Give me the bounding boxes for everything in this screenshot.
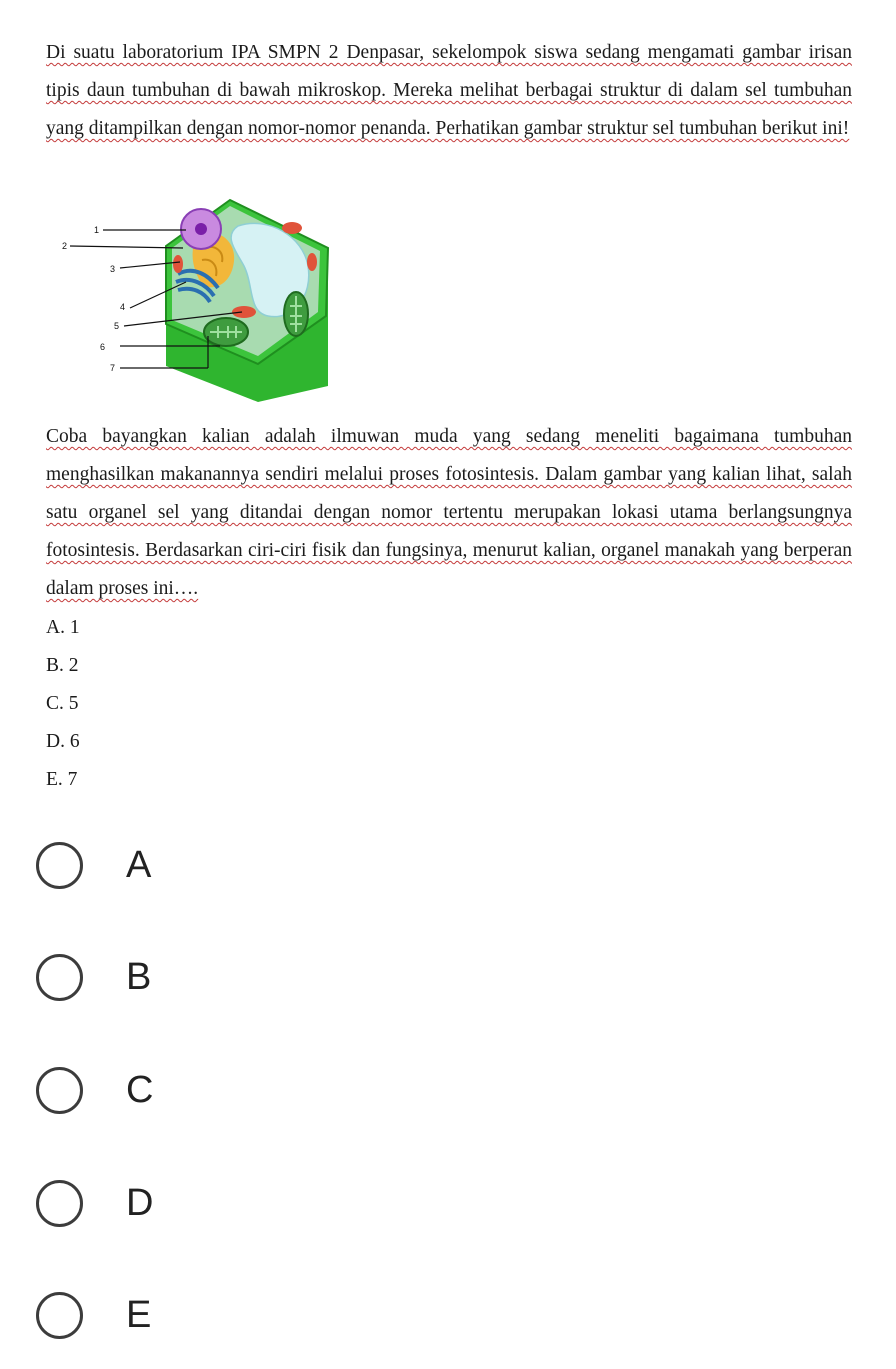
option-text-a: A. 1 bbox=[46, 617, 80, 638]
diagram-label-1: 1 bbox=[94, 225, 100, 235]
option-text-d: D. 6 bbox=[46, 731, 80, 752]
nucleolus bbox=[195, 223, 207, 235]
plant-cell-diagram bbox=[58, 196, 330, 404]
choice-label-b: B bbox=[126, 955, 152, 998]
option-text-c: C. 5 bbox=[46, 693, 79, 714]
option-text-e: E. 7 bbox=[46, 769, 78, 790]
intro-paragraph: Di suatu laboratorium IPA SMPN 2 Denpasar, sekelompok siswa sedang mengamati gambar irisan tipis daun tumbuhan di bawah mikroskop. Mereka melihat berbagai struktur di dalam sel tumbuhan yang ditampilkan dengan nomor-nomor penanda. Perhatikan gambar struktur sel tumbuhan berikut ini! bbox=[46, 42, 852, 139]
radio-e[interactable] bbox=[36, 1292, 83, 1339]
choice-c[interactable] bbox=[36, 1055, 536, 1125]
diagram-label-5: 5 bbox=[114, 321, 120, 331]
diagram-label-7: 7 bbox=[110, 363, 116, 373]
diagram-label-6: 6 bbox=[100, 342, 106, 352]
diagram-label-2: 2 bbox=[62, 241, 68, 251]
choice-label-d: D bbox=[126, 1181, 154, 1224]
choice-b[interactable] bbox=[36, 942, 536, 1012]
choice-a[interactable] bbox=[36, 830, 536, 900]
radio-d[interactable] bbox=[36, 1180, 83, 1227]
radio-a[interactable] bbox=[36, 842, 83, 889]
choice-label-e: E bbox=[126, 1293, 152, 1336]
mitochondria bbox=[232, 306, 256, 318]
diagram-label-3: 3 bbox=[110, 264, 116, 274]
choice-label-a: A bbox=[126, 843, 152, 886]
radio-b[interactable] bbox=[36, 954, 83, 1001]
option-text-b: B. 2 bbox=[46, 655, 79, 676]
diagram-label-4: 4 bbox=[120, 302, 126, 312]
choice-label-c: C bbox=[126, 1068, 154, 1111]
choice-d[interactable] bbox=[36, 1168, 536, 1238]
choice-e[interactable] bbox=[36, 1280, 536, 1350]
radio-c[interactable] bbox=[36, 1067, 83, 1114]
question-paragraph: Coba bayangkan kalian adalah ilmuwan muda yang sedang meneliti bagaimana tumbuhan menghasilkan makanannya sendiri melalui proses fotosintesis. Dalam gambar yang kalian lihat, salah satu organel sel yang ditandai dengan nomor tertentu merupakan lokasi utama berlangsungnya fotosintesis. Berdasarkan ciri-ciri fisik dan fungsinya, menurut kalian, organel manakah yang berperan dalam proses ini…. bbox=[46, 426, 852, 599]
